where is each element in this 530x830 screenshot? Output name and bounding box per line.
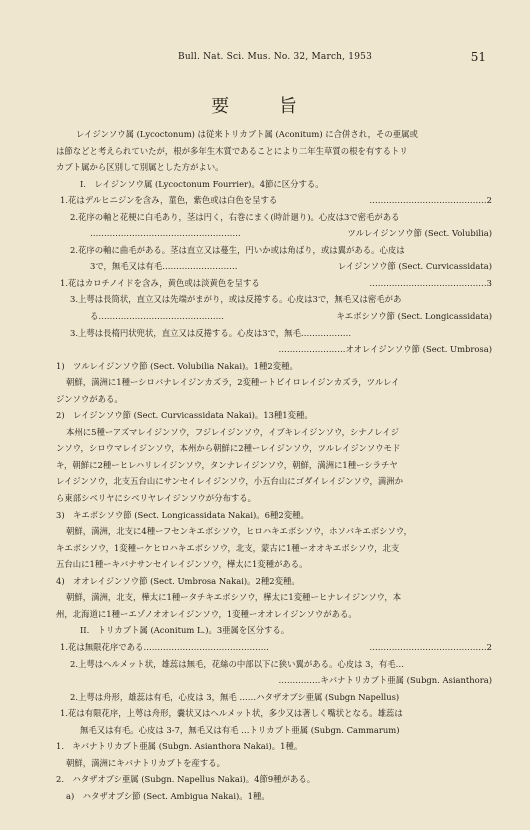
text-line: [56, 225, 492, 242]
text-line: [56, 424, 492, 441]
text-line: [56, 374, 492, 391]
line-right-text: ツルレイジンソウ節 (Sect. Volubilia): [347, 228, 492, 239]
text-line: [56, 656, 492, 673]
text-line: [56, 457, 492, 474]
text-line: [56, 771, 492, 788]
line-text: 1.花はデルヒニジンを含み，菫色，紫色或は白色を呈する: [60, 195, 278, 206]
text-line: [56, 242, 492, 259]
text-line: [56, 606, 492, 623]
text-line: [56, 192, 492, 209]
journal-citation: Bull. Nat. Sci. Mus. No. 32, March, 1953: [178, 52, 373, 62]
text-line: [56, 755, 492, 772]
line-text: 2.上萼はヘルメット状，雄蕊は無毛，花絲の中部以下に狭い翼がある。心皮は 3，有毛…: [70, 658, 404, 669]
line-text: 3) キエボシソウ節 (Sect. Longicassidata Nakai)。6種2変種。: [56, 509, 309, 520]
section-title: 要 旨: [211, 96, 319, 117]
line-text: は節などと考えられていたが，根が多年生木質であることにより二年生草質の根を有するトリ: [56, 145, 408, 156]
line-text: 1.花は無限花序である………………………………………: [60, 641, 269, 652]
text-line: [56, 341, 492, 358]
text-line: [56, 176, 492, 193]
text-line: [56, 788, 492, 805]
text-line: [56, 275, 492, 292]
line-text: 3.上萼は長楕円状兜状，直立又は反捲する。心皮は3で，無毛………………: [70, 327, 352, 338]
line-text: 2) レイジンソウ節 (Sect. Curvicassidata Nakai)。13種1変種。: [56, 410, 313, 421]
page-number: 51: [470, 50, 486, 64]
summary-text: [56, 126, 492, 804]
line-text: II. トリカブト属 (Aconitum L.)。3亜属を区分する。: [80, 625, 290, 636]
line-text: 1.花はカロチノイドを含み，黄色或は淡黄色を呈する: [60, 277, 260, 288]
line-right-text: ……………………………………2: [369, 195, 492, 206]
line-text: 朝鮮，満洲，北支，樺太に1種ータチキエボシソウ，樺太に1変種ーヒナレイジンソウ，本: [66, 592, 402, 603]
text-line: [56, 722, 492, 739]
line-right-text: レイジンソウ節 (Sect. Curvicassidata): [337, 261, 492, 272]
line-text: 無毛又は有毛。心皮は 3-7，無毛又は有毛 …トリカブト亜属 (Subgn. Cammarum): [80, 724, 400, 735]
line-text: る………………………………………: [90, 311, 224, 322]
line-text: 1) ツルレイジンソウ節 (Sect. Volubilia Nakai)。1種2変種。: [56, 360, 298, 371]
line-text: ………………………………………………: [90, 228, 241, 239]
line-text: 朝鮮，満洲，北支に4種ーフセンキエボシソウ，ヒロハキエボシソウ，ホソバキエボシソウ，: [66, 526, 413, 537]
line-text: 1. キバナトリカブト亜属 (Subgn. Asianthora Nakai)。1種。: [56, 741, 303, 752]
line-text: 2.上萼は舟形，雄蕊は有毛，心皮は 3，無毛 ……ハタザオブシ亜属 (Subgn Napellus): [70, 691, 400, 702]
line-text: ら東部シベリヤにシベリヤレイジンソウが分布する。: [56, 493, 256, 504]
text-line: [56, 573, 492, 590]
text-line: [56, 440, 492, 457]
text-line: [56, 672, 492, 689]
line-text: レイジンソウ属 (Lycoctonum) は従来トリカブト属 (Aconitum) に合併され，その亜属或: [76, 129, 418, 139]
running-header: [0, 50, 530, 66]
text-line: [56, 523, 492, 540]
text-line: [56, 291, 492, 308]
line-text: 2. ハタザオブシ亜属 (Subgn. Napellus Nakai)。4節9種がある。: [56, 774, 316, 785]
line-right-text: ……………キバナトリカブト亜属 (Subgn. Asianthora): [278, 675, 492, 686]
line-right-text: ……………………オオレイジンソウ節 (Sect. Umbrosa): [278, 344, 492, 355]
line-text: 朝鮮，満洲にキバナトリカブトを産する。: [66, 757, 226, 768]
text-line: [56, 705, 492, 722]
line-text: キエボシソウ，1変種ーケヒロハキエボシソウ，北支，蒙古に1種ーオオキエボシソウ，北支: [56, 542, 400, 553]
text-line: [56, 325, 492, 342]
line-text: 州，北海道に1種ーエゾノオオレイジンソウ，1変種ーオオレイジンソウがある。: [56, 608, 357, 619]
line-text: 1.花は有限花序，上萼は舟形，嚢状又はヘルメット状，多少又は著しく嘴状となる。雄蕊は: [60, 708, 403, 719]
line-text: I. レイジンソウ属 (Lycoctonum Fourrier)。4節に区分する。: [80, 178, 324, 189]
text-line: [56, 540, 492, 557]
line-text: ンソウ，シロウマレイジンソウ，本州から朝鮮に2種ーレイジンソウ，ツルレイジンソウモド: [56, 443, 401, 454]
text-line: [56, 159, 492, 176]
line-text: キ，朝鮮に2種ーヒレハリレイジンソウ，タンナレイジンソウ，朝鮮，満洲に1種ーシラチヤ: [56, 459, 398, 470]
line-right-text: ……………………………………2: [369, 641, 492, 652]
text-line: [56, 308, 492, 325]
text-line: [56, 689, 492, 706]
text-line: [56, 258, 492, 275]
text-line: [56, 639, 492, 656]
text-line: [56, 391, 492, 408]
text-line: [56, 473, 492, 490]
line-text: 朝鮮，満洲に1種ーシロバナレイジンカズラ，2変種ートビイロレイジンカズラ，ツルレイ: [66, 377, 400, 388]
line-text: a) ハタザオブシ節 (Sect. Ambigua Nakai)。1種。: [66, 790, 270, 801]
line-right-text: キエボシソウ節 (Sect. Longicassidata): [336, 311, 492, 322]
text-line: [56, 407, 492, 424]
line-text: 2.花序の軸に曲毛がある。茎は直立又は蔓生，円いか或は角ばり，或は翼がある。心皮は: [70, 244, 405, 255]
text-line: [56, 556, 492, 573]
text-line: [56, 209, 492, 226]
text-line: [56, 490, 492, 507]
text-line: [56, 507, 492, 524]
line-text: レイジンソウ，北支五台山にサンセイレイジンソウ，小五台山にゴダイレイジンソウ，満洲か: [56, 476, 404, 487]
line-text: 4) オオレイジンソウ節 (Sect. Umbrosa Nakai)。2種2変種。: [56, 575, 300, 586]
text-line: [56, 126, 492, 143]
line-right-text: ……………………………………3: [369, 277, 492, 288]
text-line: [56, 622, 492, 639]
line-text: 3.上萼は長筒状，直立又は先端がまがり，或は反捲する。心皮は3で，無毛又は密毛があ: [70, 294, 402, 305]
text-line: [56, 738, 492, 755]
line-text: 本州に5種ーアズマレイジンソウ，フジレイジンソウ，イブキレイジンソウ，シナノレイジ: [66, 426, 399, 437]
text-line: [56, 589, 492, 606]
line-text: 3で，無毛又は有毛………………………: [90, 261, 238, 272]
text-line: [56, 143, 492, 160]
line-text: ジンソウがある。: [56, 393, 123, 404]
text-line: [56, 358, 492, 375]
line-text: カブト属から区別して別属とした方がよい。: [56, 162, 224, 173]
line-text: 2.花序の軸と花梗に白毛あり，茎は円く，右巻にまく(時計廻り)。心皮は3で密毛がある: [70, 211, 400, 222]
line-text: 五台山に1種ーキバナサンセイレイジンソウ，樺太に1変種がある。: [56, 559, 308, 570]
